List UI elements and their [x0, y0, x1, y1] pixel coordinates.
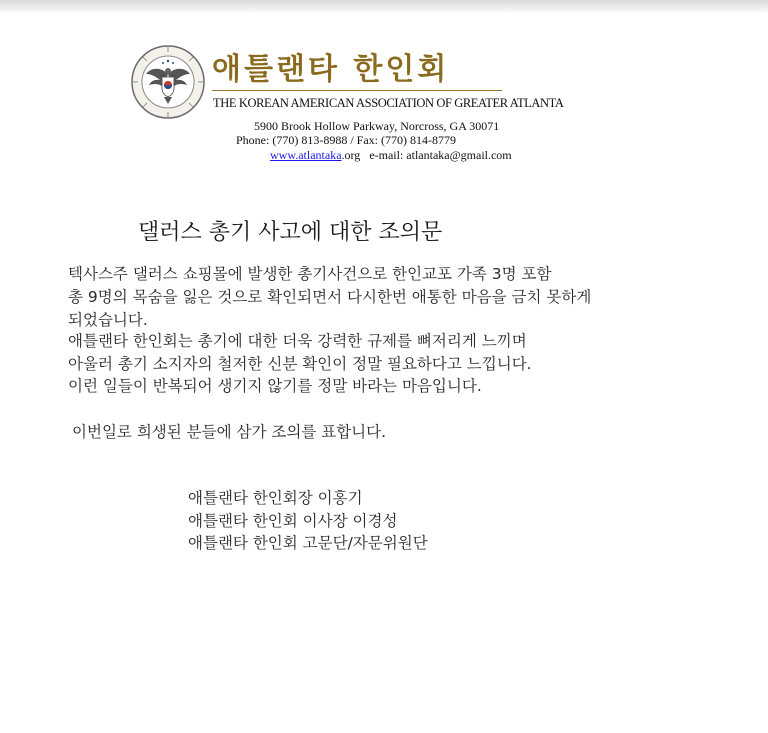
paragraph-line: 되었습니다. [68, 311, 148, 329]
signature-line: 애틀랜타 한인회 이사장 이경성 [188, 512, 398, 530]
org-name-korean: 애틀랜타 한인회 [212, 52, 450, 87]
signature-line: 애틀랜타 한인회장 이홍기 [188, 489, 363, 507]
contact-line [270, 148, 512, 162]
signature-line: 애틀랜타 한인회 고문단/자문위원단 [188, 534, 428, 552]
website-suffix: .org [341, 148, 361, 162]
email-text: e-mail: atlantaka@gmail.com [369, 148, 512, 162]
paragraph-line: 총 9명의 목숨을 잃은 것으로 확인되면서 다시한번 애통한 마음을 금치 못하게 [68, 288, 592, 306]
phone-fax-line: Phone: (770) 813-8988 / Fax: (770) 814-8779 [236, 133, 456, 147]
letterhead-rule [212, 90, 502, 91]
website-link[interactable]: www.atlantaka [270, 148, 342, 162]
paragraph-line: 아울러 총기 소지자의 철저한 신분 확인이 정말 필요하다고 느낍니다. [68, 355, 532, 373]
association-seal-logo [130, 44, 206, 120]
address-line: 5900 Brook Hollow Parkway, Norcross, GA 30071 [254, 119, 500, 133]
paragraph-line: 애틀랜타 한인회는 총기에 대한 더욱 강력한 규제를 뼈저리게 느끼며 [68, 332, 527, 350]
org-name-english: THE KOREAN AMERICAN ASSOCIATION OF GREATER ATLANTA [213, 96, 564, 110]
paragraph-line: 이런 일들이 반복되어 생기지 않기를 정말 바라는 마음입니다. [68, 377, 482, 395]
document-title: 댈러스 총기 사고에 대한 조의문 [138, 220, 443, 245]
letterhead [0, 0, 768, 170]
condolence-line: 이번일로 희생된 분들에 삼가 조의를 표합니다. [72, 423, 387, 441]
paragraph-line: 텍사스주 댈러스 쇼핑몰에 발생한 총기사건으로 한인교포 가족 3명 포함 [68, 265, 552, 283]
